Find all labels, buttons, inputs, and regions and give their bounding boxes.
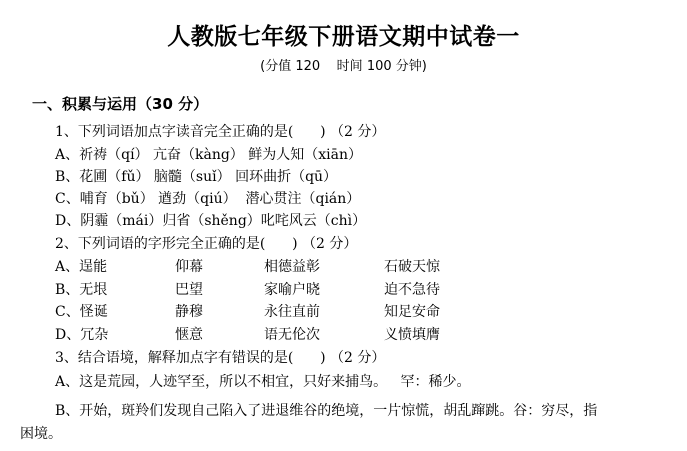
- question-2-stem: 2、下列词语的字形完全正确的是( ) （2 分）: [55, 236, 358, 252]
- word-cell: 语无伦次: [264, 327, 320, 343]
- word-cell: 永往直前: [264, 304, 320, 320]
- word-cell: A、逞能: [55, 259, 108, 275]
- question-1-stem: 1、下列词语加点字读音完全正确的是( ) （2 分）: [55, 124, 386, 140]
- question-3-option-a: A、这是荒园，人迹罕至，所以不相宜，只好来捕鸟。 罕：稀少。: [55, 374, 471, 390]
- word-cell: 义愤填膺: [384, 327, 440, 343]
- question-1-option-d: D、阴霾（mái）归省（shěng）叱咤风云（chì）: [55, 213, 367, 229]
- word-cell: 巴望: [175, 282, 203, 298]
- section-heading: 一、积累与运用（30 分）: [32, 95, 209, 113]
- question-3-option-b: B、开始，斑羚们发现自己陷入了进退维谷的绝境，一片惊慌，胡乱蹿跳。谷：穷尽，指: [55, 403, 598, 419]
- question-1-option-c: C、哺育（bǔ） 遒劲（qiú） 潜心贯注（qián）: [55, 191, 361, 207]
- word-cell: 知足安命: [384, 304, 440, 320]
- word-cell: D、冗杂: [55, 327, 109, 343]
- page-title: 人教版七年级下册语文期中试卷一: [167, 24, 520, 50]
- word-cell: 静穆: [175, 304, 203, 320]
- word-cell: C、怪诞: [55, 304, 108, 320]
- word-cell: 迫不急待: [384, 282, 440, 298]
- question-3-option-b-continued: 困境。: [20, 426, 62, 442]
- word-cell: 石破天惊: [384, 259, 440, 275]
- question-3-stem: 3、结合语境，解释加点字有错误的是( ) （2 分）: [55, 350, 386, 366]
- page-subtitle: (分值 120 时间 100 分钟): [260, 59, 427, 74]
- word-cell: 惬意: [175, 327, 203, 343]
- question-1-option-a: A、祈祷（qí） 亢奋（kàng） 鲜为人知（xiān）: [55, 147, 362, 163]
- word-cell: 相德益彰: [264, 259, 320, 275]
- question-1-option-b: B、花圃（fǔ） 脑髓（suǐ） 回环曲折（qū）: [55, 169, 338, 185]
- word-cell: 仰幕: [175, 259, 203, 275]
- word-cell: 家喻户晓: [264, 282, 320, 298]
- word-cell: B、无垠: [55, 282, 108, 298]
